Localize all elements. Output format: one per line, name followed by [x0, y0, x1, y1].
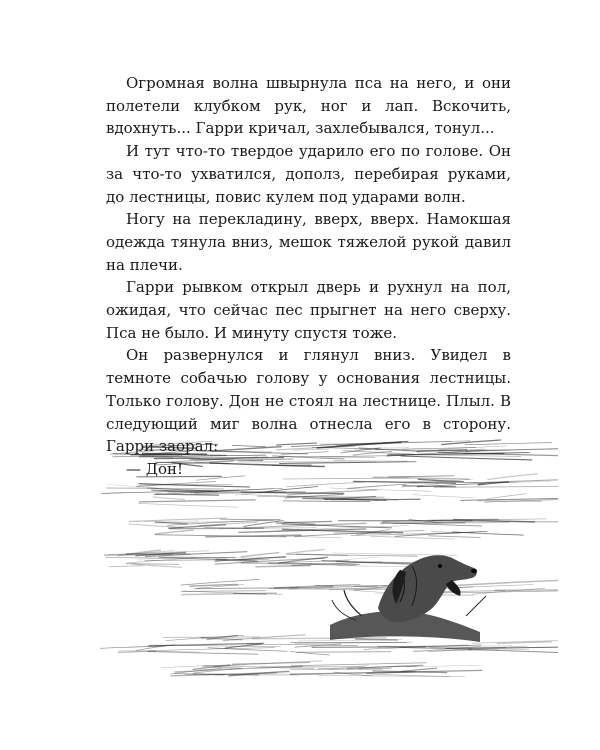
pencil-stroke — [429, 536, 481, 538]
pencil-stroke — [155, 458, 284, 459]
pencil-stroke — [394, 522, 508, 523]
pencil-stroke — [280, 536, 342, 538]
pencil-stroke — [331, 488, 432, 491]
pencil-stroke — [156, 530, 193, 534]
pencil-stroke — [273, 465, 311, 466]
pencil-stroke — [287, 550, 324, 554]
wave-strokes — [100, 440, 558, 677]
waves-sketch — [100, 420, 558, 700]
pencil-stroke — [156, 494, 219, 495]
pencil-stroke — [109, 566, 143, 567]
pencil-stroke — [361, 448, 410, 449]
pencil-stroke — [253, 638, 386, 639]
pencil-stroke — [389, 476, 454, 477]
pencil-stroke — [206, 535, 301, 537]
pencil-stroke — [403, 486, 456, 487]
pencil-stroke — [291, 663, 426, 666]
pencil-stroke — [131, 454, 189, 455]
pencil-stroke — [130, 518, 227, 521]
pencil-stroke — [148, 652, 258, 655]
pencil-stroke — [334, 533, 390, 534]
pencil-stroke — [448, 580, 558, 586]
paragraph: И тут что-то твердое ударило его по голове. Он за что-то ухватился, дополз, перебирая руками, до лестницы, повис кулем под ударами волн. — [106, 142, 511, 206]
paragraph: Ногу на перекладину, вверх, вверх. Намокшая одежда тянула вниз, мешок тяжелой рукой давил на плечи. — [106, 210, 511, 274]
pencil-illustration — [100, 420, 558, 700]
pencil-stroke — [277, 443, 317, 445]
pencil-stroke — [297, 652, 391, 653]
pencil-stroke — [465, 443, 552, 445]
paragraph: Он развернулся и глянул вниз. Увидел в темноте собачью голову у основания лестницы. Только голову. Дон не стоял на лестнице. Плыл. В следующий миг волна отнесла его в сторону. Гарри заорал: — [106, 346, 511, 456]
pencil-stroke — [487, 494, 526, 499]
pencil-stroke — [488, 474, 538, 480]
pencil-stroke — [142, 447, 195, 448]
dog-head — [330, 555, 486, 642]
pencil-stroke — [350, 590, 384, 592]
pencil-stroke — [232, 445, 265, 446]
pencil-stroke — [181, 579, 260, 585]
pencil-stroke — [321, 457, 375, 458]
pencil-stroke — [287, 482, 366, 487]
pencil-stroke — [290, 669, 383, 670]
paragraph-exclamation: — Дон! — [126, 459, 184, 478]
pencil-stroke — [221, 519, 274, 520]
pencil-stroke — [139, 500, 255, 502]
pencil-stroke — [413, 495, 474, 498]
pencil-stroke — [153, 497, 184, 500]
pencil-stroke — [233, 663, 310, 665]
paragraph: Огромная волна швырнула пса на него, и они полетели клубком рук, ног и лап. Вскочить, вдохнуть... Гарри кричал, захлебывался, тонул... — [106, 74, 511, 138]
pencil-stroke — [496, 649, 529, 650]
pencil-stroke — [439, 446, 507, 450]
pencil-stroke — [238, 459, 294, 460]
pencil-stroke — [212, 447, 281, 451]
pencil-stroke — [256, 566, 311, 567]
pencil-stroke — [373, 477, 468, 479]
pencil-stroke — [129, 524, 182, 528]
pencil-stroke — [138, 503, 238, 507]
pencil-stroke — [348, 484, 406, 488]
paragraph: Гарри рывком открыл дверь и рухнул на пол, ожидая, что сейчас пес прыгнет на него сверху. Пса не было. И минуту спустя тоже. — [106, 278, 511, 342]
pencil-stroke — [478, 501, 541, 502]
pencil-stroke — [260, 666, 365, 667]
pencil-stroke — [333, 461, 407, 462]
pencil-stroke — [283, 501, 370, 502]
pencil-stroke — [241, 553, 278, 557]
